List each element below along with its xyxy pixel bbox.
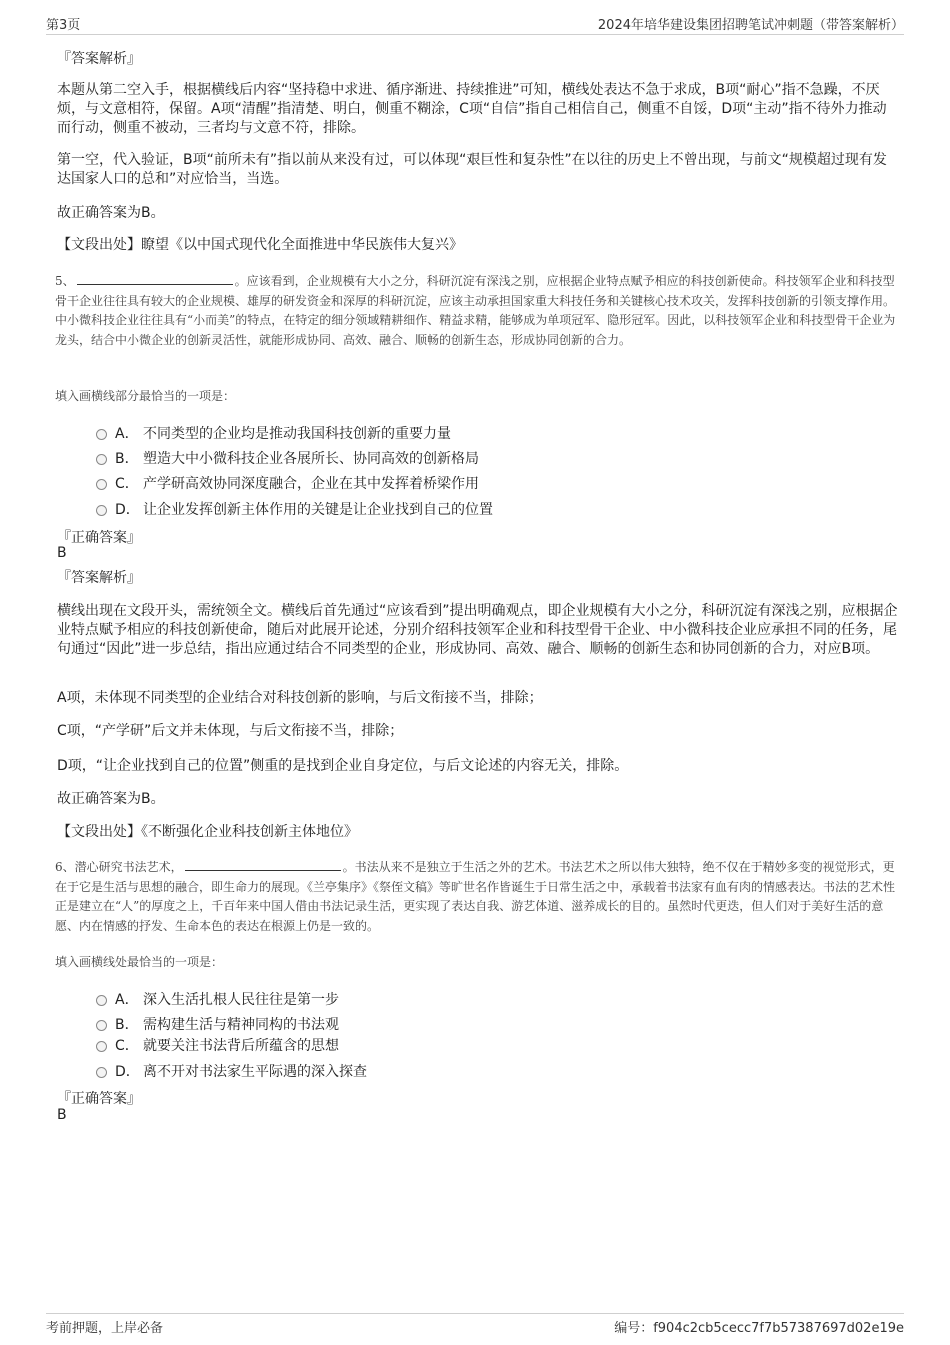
page-footer (46, 1313, 904, 1336)
analysis-label: 『答案解析』 (57, 51, 141, 67)
question-text: 。应该看到，企业规模有大小之分，科研沉淀有深浅之别，应根据企业特点赋予相应的科技创新使命。科技领军企业和科技型骨干企业往往具有较大的企业规模、雄厚的研发资金和深厚的科研沉淀，应该主动承担国家重大科技任务和关键核心技术攻关，发挥科技创新的引领支撑作用。中小微科技企业往往具有“小而美”的特点，在特定的细分领域精耕细作、精益求精，能够成为单项冠军、隐形冠军。因此，以科技领军企业和科技型骨干企业为龙头，结合中小微企业的创新灵活性，就能形成协同、高效、融合、顺畅的创新生态，形成协同创新的合力。 (55, 274, 896, 347)
option-c[interactable]: C． 产学研高效协同深度融合，企业在其中发挥着桥梁作用 (96, 473, 479, 493)
radio-icon[interactable] (96, 1067, 107, 1078)
correct-answer-label: 『正确答案』 (57, 1091, 141, 1107)
footer-slogan: 考前押题，上岸必备 (46, 1321, 164, 1336)
correct-answer: B (57, 545, 67, 561)
option-d[interactable]: D． 让企业发挥创新主体作用的关键是让企业找到自己的位置 (96, 499, 493, 519)
question-prompt: 填入画横线部分最恰当的一项是： (55, 389, 236, 403)
analysis-paragraph: 横线出现在文段开头，需统领全文。横线后首先通过“应该看到”提出明确观点，即企业规模有大小之分，科研沉淀有深浅之别，应根据企业特点赋予相应的科技创新使命，随后对此展开论述，分别介绍科技领军企业和科技型骨干企业、中小微科技企业应承担不同的任务，尾句通过“因此”进一步总结，指出应通过结合不同类型的企业，形成协同、高效、融合、顺畅的创新生态和协同创新的合力，对应B项。 (57, 603, 898, 657)
fill-blank (77, 273, 233, 285)
question-number: 5、 (55, 274, 75, 288)
radio-icon[interactable] (96, 505, 107, 516)
question-prompt: 填入画横线处最恰当的一项是： (55, 955, 224, 969)
option-d[interactable]: D． 离不开对书法家生平际遇的深入探查 (96, 1061, 367, 1081)
page-number: 第3页 (46, 18, 81, 33)
document-id: 编号：f904c2cb5cecc7f7b57387697d02e19e (614, 1321, 904, 1336)
option-b[interactable]: B． 需构建生活与精神同构的书法观 (96, 1014, 339, 1034)
analysis-paragraph: 第一空，代入验证，B项“前所未有”指以前从来没有过，可以体现“艰巨性和复杂性”在以往的历史上不曾出现，与前文“规模超过现有发达国家人口的总和”对应恰当，当选。 (57, 152, 887, 187)
radio-icon[interactable] (96, 1020, 107, 1031)
analysis-paragraph: D项，“让企业找到自己的位置”侧重的是找到企业自身定位，与后文论述的内容无关，排除。 (57, 758, 629, 774)
correct-answer: B (57, 1107, 67, 1123)
option-b[interactable]: B． 塑造大中小微科技企业各展所长、协同高效的创新格局 (96, 448, 479, 468)
analysis-paragraph: 本题从第二空入手，根据横线后内容“坚持稳中求进、循序渐进、持续推进”可知，横线处表达不急于求成，B项“耐心”指不急躁，不厌烦，与文意相符，保留。A项“清醒”指清楚、明白，侧重不糊涂，C项“自信”指自己相信自己，侧重不自馁，D项“主动”指不待外力推动而行动，侧重不被动，三者均与文意不符，排除。 (57, 82, 887, 136)
document-title: 2024年培华建设集团招聘笔试冲刺题（带答案解析） (597, 18, 904, 33)
question-5-stem (55, 272, 900, 350)
radio-icon[interactable] (96, 1041, 107, 1052)
analysis-label: 『答案解析』 (57, 570, 141, 586)
analysis-paragraph: C项，“产学研”后文并未体现，与后文衔接不当，排除； (57, 723, 404, 739)
page-header (46, 14, 904, 35)
radio-icon[interactable] (96, 995, 107, 1006)
analysis-conclusion: 故正确答案为B。 (57, 791, 165, 807)
question-6-stem (55, 858, 900, 936)
analysis-paragraph: A项，未体现不同类型的企业结合对科技创新的影响，与后文衔接不当，排除； (57, 690, 543, 706)
source-citation: 【文段出处】《不断强化企业科技创新主体地位》 (57, 824, 358, 840)
analysis-conclusion: 故正确答案为B。 (57, 205, 165, 221)
correct-answer-label: 『正确答案』 (57, 530, 141, 546)
fill-blank (185, 859, 341, 871)
radio-icon[interactable] (96, 429, 107, 440)
option-a[interactable]: A． 不同类型的企业均是推动我国科技创新的重要力量 (96, 423, 451, 443)
option-a[interactable]: A． 深入生活扎根人民往往是第一步 (96, 989, 339, 1009)
radio-icon[interactable] (96, 454, 107, 465)
option-c[interactable]: C． 就要关注书法背后所蕴含的思想 (96, 1035, 339, 1055)
source-citation: 【文段出处】瞭望《以中国式现代化全面推进中华民族伟大复兴》 (57, 237, 463, 253)
question-number: 6、 (55, 860, 75, 874)
question-lead: 潜心研究书法艺术， (74, 860, 183, 874)
question-text: 。书法从来不是独立于生活之外的艺术。书法艺术之所以伟大独特，绝不仅在于精妙多变的视觉形式，更在于它是生活与思想的融合，即生命力的展现。《兰亭集序》《祭侄文稿》等旷世名作皆诞生于日常生活之中，承载着书法家有血有肉的情感表达。书法的艺术性正是建立在“人”的厚度之上，千百年来中国人借由书法记录生活，更实现了表达自我、游艺体道、滋养成长的目的。虽然时代更迭，但人们对于美好生活的意愿、内在情感的抒发、生命本色的表达在根源上仍是一致的。 (55, 860, 896, 933)
radio-icon[interactable] (96, 479, 107, 490)
